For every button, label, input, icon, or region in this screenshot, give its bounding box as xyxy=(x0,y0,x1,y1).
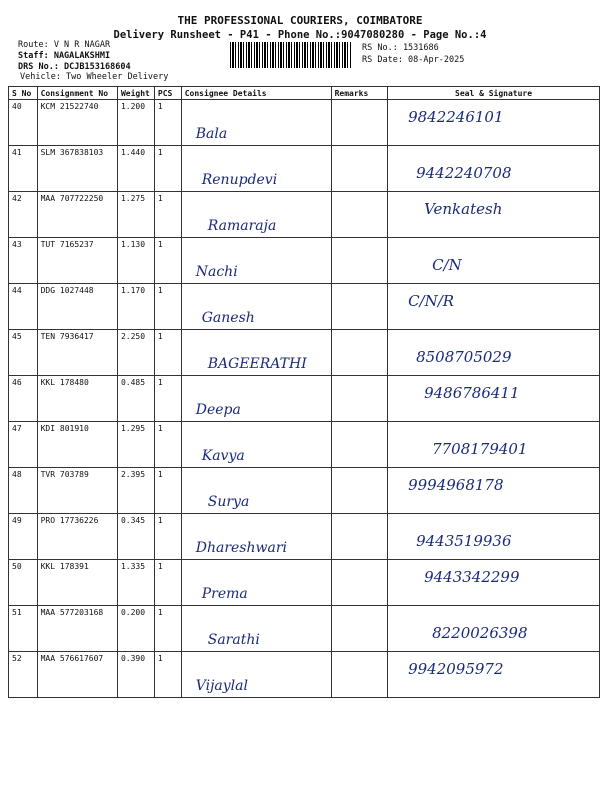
remarks-cell xyxy=(331,606,387,652)
cell-sno: 51 xyxy=(12,608,22,617)
signature-handwriting: 9942095972 xyxy=(408,660,504,678)
cell-sno: 45 xyxy=(12,332,22,341)
cell-pcs: 1 xyxy=(157,240,163,249)
cell-cno: KKL 178391 xyxy=(40,562,89,571)
document-subtitle: Delivery Runsheet - P41 - Phone No.:9047080280 - Page No.:4 xyxy=(113,29,487,41)
vehicle-text: Vehicle: Two Wheeler Delivery xyxy=(20,72,169,82)
col-sno: S No xyxy=(9,87,38,100)
cell-pcs: 1 xyxy=(157,286,163,295)
rs-number: RS No.: 1531686 xyxy=(362,43,439,53)
cell-weight: 2.395 xyxy=(120,470,146,479)
cell-sno: 41 xyxy=(12,148,22,157)
remarks-cell xyxy=(331,284,387,330)
consignee-handwriting: Bala xyxy=(195,126,228,142)
cell-weight: 1.440 xyxy=(120,148,146,157)
cell-weight: 1.295 xyxy=(120,424,146,433)
consignee-handwriting: Prema xyxy=(201,586,248,602)
cell-cno: MAA 707722250 xyxy=(40,194,104,203)
cell-sno: 50 xyxy=(12,562,22,571)
remarks-cell xyxy=(331,560,387,606)
remarks-cell xyxy=(331,468,387,514)
runsheet-table xyxy=(8,86,600,698)
signature-handwriting: C/N/R xyxy=(408,292,455,310)
cell-weight: 0.200 xyxy=(120,608,146,617)
cell-cno: MAA 577203168 xyxy=(40,608,104,617)
cell-weight: 1.170 xyxy=(120,286,146,295)
table-row xyxy=(9,146,600,192)
cell-pcs: 1 xyxy=(157,424,163,433)
table-row xyxy=(9,422,600,468)
remarks-cell xyxy=(331,192,387,238)
cell-pcs: 1 xyxy=(157,332,163,341)
remarks-cell xyxy=(331,652,387,698)
remarks-cell xyxy=(331,422,387,468)
staff-text: Staff: NAGALAKSHMI xyxy=(18,51,111,61)
cell-weight: 0.485 xyxy=(120,378,146,387)
cell-weight: 2.250 xyxy=(120,332,146,341)
remarks-cell xyxy=(331,238,387,284)
table-row xyxy=(9,192,600,238)
consignee-handwriting: Deepa xyxy=(195,402,241,418)
route-text: Route: V N R NAGAR xyxy=(18,40,111,50)
table-row xyxy=(9,238,600,284)
cell-cno: MAA 576617607 xyxy=(40,654,104,663)
consignee-handwriting: BAGEERATHI xyxy=(207,356,307,372)
consignee-handwriting: Ramaraja xyxy=(207,218,277,234)
signature-handwriting: 8508705029 xyxy=(416,348,512,366)
table-row xyxy=(9,284,600,330)
cell-pcs: 1 xyxy=(157,148,163,157)
cell-sno: 40 xyxy=(12,102,22,111)
cell-sno: 44 xyxy=(12,286,22,295)
document-title: THE PROFESSIONAL COURIERS, COIMBATORE xyxy=(177,14,423,27)
cell-cno: KKL 178480 xyxy=(40,378,89,387)
signature-handwriting: 9443342299 xyxy=(424,568,520,586)
cell-sno: 48 xyxy=(12,470,22,479)
signature-handwriting: 9486786411 xyxy=(424,384,520,402)
remarks-cell xyxy=(331,100,387,146)
table-header-row xyxy=(9,87,600,100)
signature-handwriting: 7708179401 xyxy=(432,440,528,458)
cell-pcs: 1 xyxy=(157,654,163,663)
cell-pcs: 1 xyxy=(157,470,163,479)
consignee-handwriting: Ganesh xyxy=(201,310,255,326)
cell-weight: 1.275 xyxy=(120,194,146,203)
cell-pcs: 1 xyxy=(157,378,163,387)
cell-cno: SLM 367838103 xyxy=(40,148,104,157)
cell-pcs: 1 xyxy=(157,608,163,617)
table-row xyxy=(9,100,600,146)
table-row xyxy=(9,606,600,652)
cell-cno: TUT 7165237 xyxy=(40,240,94,249)
signature-handwriting: Venkatesh xyxy=(424,200,503,218)
cell-weight: 1.335 xyxy=(120,562,146,571)
cell-weight: 0.345 xyxy=(120,516,146,525)
consignee-handwriting: Surya xyxy=(207,494,250,510)
cell-weight: 1.130 xyxy=(120,240,146,249)
signature-handwriting: 9842246101 xyxy=(408,108,504,126)
table-row xyxy=(9,330,600,376)
cell-cno: DDG 1027448 xyxy=(40,286,94,295)
cell-weight: 1.200 xyxy=(120,102,146,111)
consignee-handwriting: Sarathi xyxy=(207,632,260,648)
signature-handwriting: 8220026398 xyxy=(432,624,528,642)
consignee-handwriting: Kavya xyxy=(201,448,245,464)
cell-cno: PRO 17736226 xyxy=(40,516,99,525)
cell-cno: KCM 21522740 xyxy=(40,102,99,111)
cell-pcs: 1 xyxy=(157,562,163,571)
cell-sno: 49 xyxy=(12,516,22,525)
signature-handwriting: 9443519936 xyxy=(416,532,512,550)
cell-pcs: 1 xyxy=(157,194,163,203)
col-remarks: Remarks xyxy=(331,87,387,100)
cell-cno: TVR 703789 xyxy=(40,470,89,479)
cell-pcs: 1 xyxy=(157,102,163,111)
barcode xyxy=(230,42,352,68)
remarks-cell xyxy=(331,146,387,192)
table-row xyxy=(9,514,600,560)
col-signature: Seal & Signature xyxy=(388,87,600,100)
consignee-handwriting: Vijaylal xyxy=(195,678,248,694)
remarks-cell xyxy=(331,514,387,560)
drs-text: DRS No.: DCJB153168604 xyxy=(18,62,131,72)
signature-handwriting: 9442240708 xyxy=(416,164,512,182)
cell-sno: 47 xyxy=(12,424,22,433)
col-pcs: PCS xyxy=(154,87,181,100)
table-row xyxy=(9,468,600,514)
remarks-cell xyxy=(331,376,387,422)
cell-cno: KDI 801910 xyxy=(40,424,89,433)
table-row xyxy=(9,560,600,606)
consignee-handwriting: Renupdevi xyxy=(201,172,278,188)
col-consignment: Consignment No xyxy=(37,87,117,100)
signature-handwriting: 9994968178 xyxy=(408,476,504,494)
rs-date: RS Date: 08-Apr-2025 xyxy=(362,55,465,65)
remarks-cell xyxy=(331,330,387,376)
cell-weight: 0.390 xyxy=(120,654,146,663)
cell-sno: 52 xyxy=(12,654,22,663)
consignee-handwriting: Nachi xyxy=(195,264,238,280)
table-row xyxy=(9,376,600,422)
cell-pcs: 1 xyxy=(157,516,163,525)
col-weight: Weight xyxy=(117,87,154,100)
col-consignee: Consignee Details xyxy=(181,87,331,100)
cell-sno: 42 xyxy=(12,194,22,203)
consignee-handwriting: Dhareshwari xyxy=(195,540,288,556)
table-row xyxy=(9,652,600,698)
cell-sno: 46 xyxy=(12,378,22,387)
cell-sno: 43 xyxy=(12,240,22,249)
signature-handwriting: C/N xyxy=(432,256,462,274)
cell-cno: TEN 7936417 xyxy=(40,332,94,341)
